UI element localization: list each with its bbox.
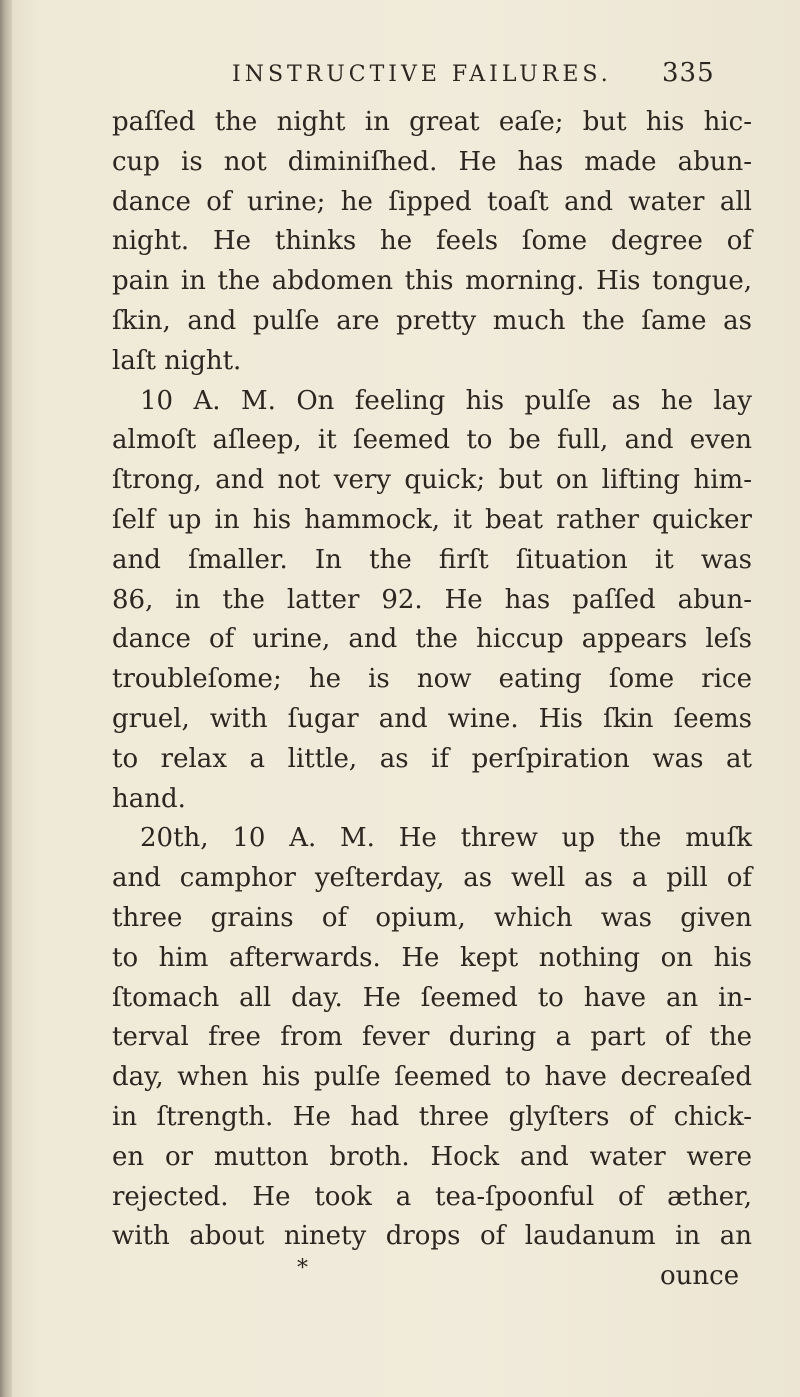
text-line: night. He thinks he feels ſome degree of — [112, 226, 752, 257]
text-line: in ſtrength. He had three glyſters of chick- — [112, 1101, 752, 1132]
text-line: troubleſome; he is now eating ſome rice — [112, 664, 752, 695]
text-line: ſkin, and pulſe are pretty much the ſame as — [112, 305, 752, 336]
body-text — [112, 103, 752, 1297]
text-line: ſtomach all day. He ſeemed to have an in- — [112, 982, 752, 1013]
text-line: three grains of opium, which was given — [112, 902, 752, 933]
page-number: 335 — [662, 58, 715, 88]
text-line: 10 A. M. On feeling his pulſe as he lay — [140, 385, 752, 416]
text-line: ſtrong, and not very quick; but on lifting him- — [112, 465, 752, 496]
running-header — [232, 58, 715, 88]
text-line: to relax a little, as if perſpiration was at — [112, 743, 752, 774]
text-line: to him afterwards. He kept nothing on his — [112, 942, 752, 973]
text-line: cup is not diminiſhed. He has made abun- — [112, 146, 752, 177]
text-line: dance of urine; he ſipped toaſt and water all — [112, 186, 752, 217]
text-line: 20th, 10 A. M. He threw up the muſk — [140, 823, 752, 854]
text-line: rejected. He took a tea-ſpoonful of æther, — [112, 1181, 752, 1212]
text-line: dance of urine, and the hiccup appears leſs — [112, 624, 752, 655]
running-title: INSTRUCTIVE FAILURES. — [232, 62, 612, 87]
text-line: paſſed the night in great eaſe; but his hic- — [112, 107, 752, 137]
text-line: and ſmaller. In the firſt ſituation it was — [112, 544, 752, 575]
text-line: and camphor yeſterday, as well as a pill of — [112, 863, 752, 894]
text-line: hand. — [112, 783, 186, 814]
text-line: en or mutton broth. Hock and water were — [112, 1141, 752, 1172]
text-line: gruel, with ſugar and wine. His ſkin ſeems — [112, 703, 752, 734]
text-line: terval free from fever during a part of the — [112, 1022, 752, 1053]
text-line: ſelf up in his hammock, it beat rather quicker — [112, 504, 752, 535]
footer-line — [112, 1257, 752, 1297]
signature-mark: * — [297, 1256, 308, 1282]
binding-edge — [0, 0, 12, 1397]
text-line: almoſt aſleep, it ſeemed to be full, and even — [112, 425, 752, 456]
text-line: with about ninety drops of laudanum in an — [112, 1221, 752, 1252]
text-line: 86, in the latter 92. He has paſſed abun- — [112, 584, 752, 615]
text-line: pain in the abdomen this morning. His tongue, — [112, 266, 752, 297]
text-line: laſt night. — [112, 345, 242, 376]
text-line: day, when his pulſe ſeemed to have decreaſed — [112, 1062, 752, 1093]
catchword: ounce — [660, 1261, 740, 1292]
